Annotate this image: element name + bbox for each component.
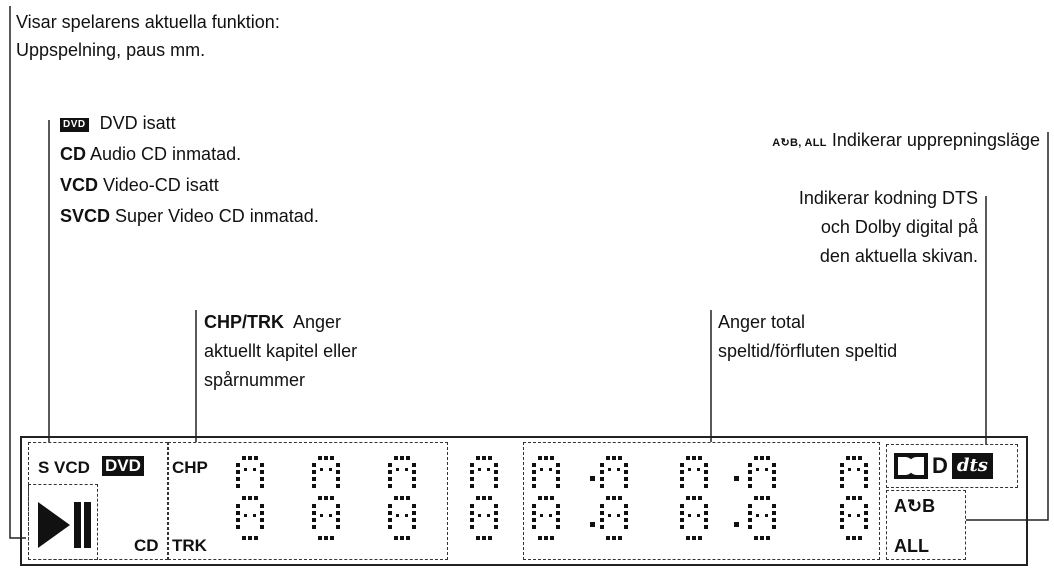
chp-callout-label: CHP/TRK xyxy=(204,312,284,332)
dvd-logo-icon: DVD xyxy=(60,118,89,132)
svcd-callout-text: Super Video CD inmatad. xyxy=(115,206,319,226)
vcd-callout-label: VCD xyxy=(60,175,99,195)
cd-callout-text: Audio CD inmatad. xyxy=(90,144,242,164)
cd-callout-label: CD xyxy=(60,144,86,164)
time-digit-4 xyxy=(748,456,776,540)
separator-digit xyxy=(470,456,498,540)
dolby-d-mark: D xyxy=(932,453,948,478)
dts-callout-line3: den aktuella skivan. xyxy=(819,246,978,266)
time-digit-3 xyxy=(680,456,708,540)
chapter-digit-3 xyxy=(388,456,416,540)
svcd-indicator: S VCD xyxy=(38,458,90,477)
chapter-digit-2 xyxy=(312,456,340,540)
chapter-digit-1 xyxy=(236,456,264,540)
function-callout-line2: Uppspelning, paus mm. xyxy=(16,40,206,60)
chp-callout-line2: aktuellt kapitel eller xyxy=(204,341,358,361)
time-colon-2 xyxy=(734,476,739,527)
dvd-callout-text: DVD isatt xyxy=(99,113,176,133)
repeat-callout-text: Indikerar upprepningsläge xyxy=(831,130,1040,150)
time-callout-line1: Anger total xyxy=(718,312,806,332)
svcd-callout-label: SVCD xyxy=(60,206,111,226)
vcd-callout-text: Video-CD isatt xyxy=(103,175,219,195)
repeat-mini-icon: A↻B, ALL xyxy=(772,137,827,149)
audio-format-logos xyxy=(894,452,993,480)
function-callout-line1: Visar spelarens aktuella funktion: xyxy=(16,12,280,32)
dts-callout-line1: Indikerar kodning DTS xyxy=(798,188,978,208)
time-colon-1 xyxy=(590,476,595,527)
cd-indicator: CD xyxy=(134,536,159,555)
chp-indicator: CHP xyxy=(172,458,208,477)
chp-callout-line3: spårnummer xyxy=(204,370,306,390)
time-digit-2 xyxy=(600,456,628,540)
repeat-all-indicator: ALL xyxy=(894,536,929,556)
repeat-ab-indicator: A↻B xyxy=(894,496,936,516)
time-callout-line2: speltid/förfluten speltid xyxy=(718,341,898,361)
dts-logo: dts xyxy=(952,453,993,479)
chp-callout-text: Anger xyxy=(293,312,342,332)
trk-indicator: TRK xyxy=(172,536,207,555)
time-digit-5 xyxy=(840,456,868,540)
dvd-indicator: DVD xyxy=(102,456,144,476)
dolby-double-d-icon xyxy=(894,453,928,479)
dts-callout-line2: och Dolby digital på xyxy=(820,217,978,237)
time-digit-1 xyxy=(532,456,560,540)
